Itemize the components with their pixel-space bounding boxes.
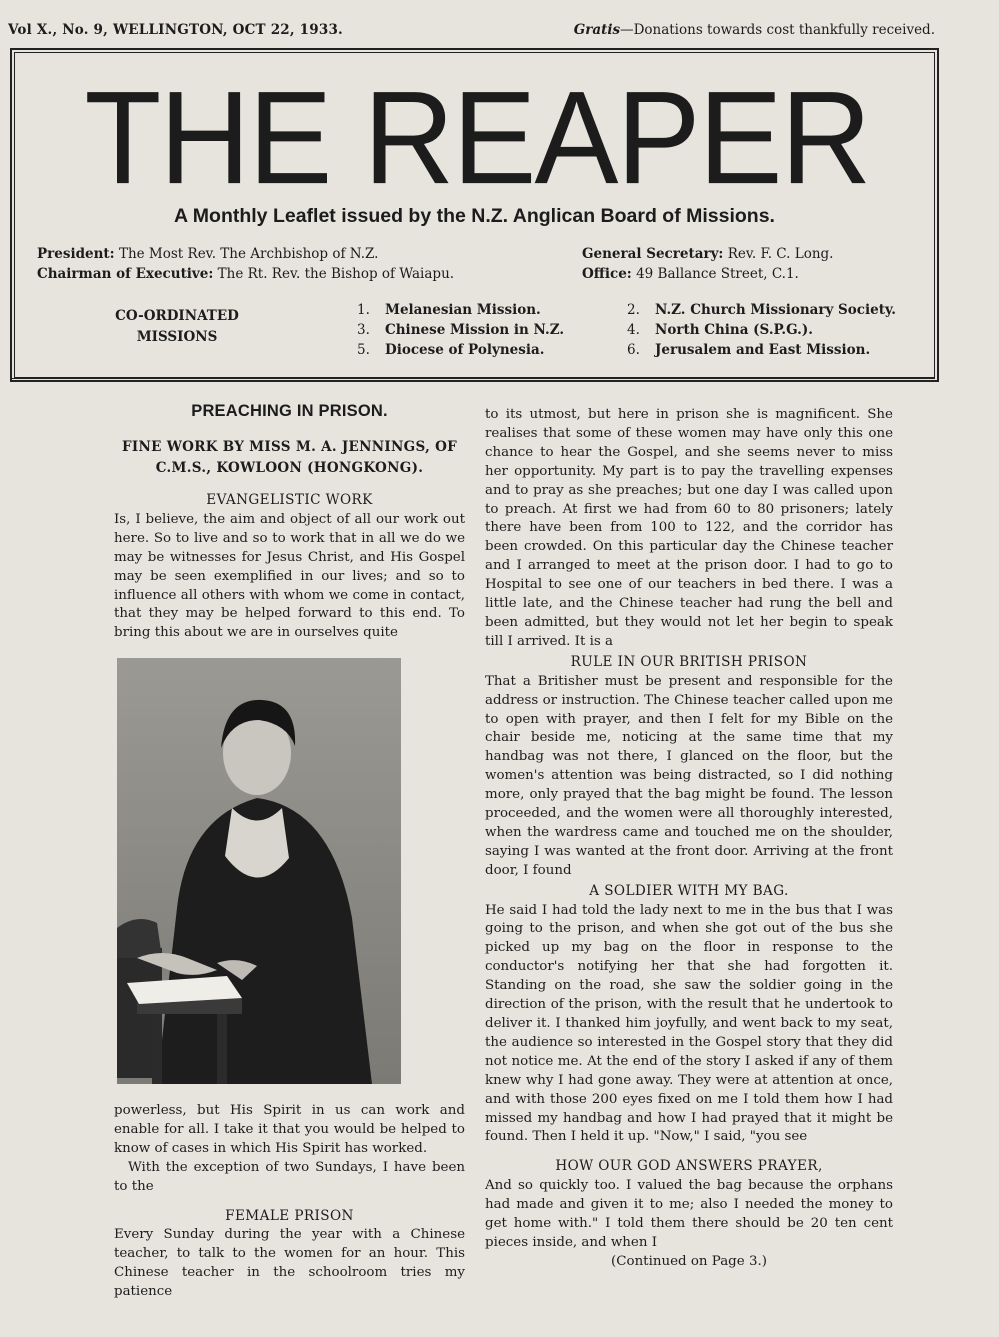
paragraph-3: With the exception of two Sundays, I have been to the bbox=[114, 1159, 465, 1194]
paragraph-6: That a Britisher must be present and responsible for the address or instruction. The Chinese teacher called upon me to open with prayer, and then I felt for my Bible on the chair beside me, noticing at the same time that my handbag was not there, I glanced on the floor, but the women's attention was being distracted, so I did nothing more, only prayed that the bag might be found. The lesson proceeded, and the women were all thoroughly interested, when the wardress came and touched me on the shoulder, saying I was wanted at the front door. Arriving at the front door, I found bbox=[485, 673, 893, 878]
gratis-word: Gratis bbox=[573, 22, 621, 38]
subheading-god-answers-prayer: HOW OUR GOD ANSWERS PRAYER, bbox=[555, 1158, 823, 1175]
coordinated-line-2: MISSIONS bbox=[136, 329, 218, 345]
left-column-top bbox=[114, 490, 465, 643]
continued-note: (Continued on Page 3.) bbox=[611, 1253, 767, 1269]
office-address: 49 Ballance Street, C.1. bbox=[636, 266, 799, 282]
coordinated-missions-label bbox=[92, 306, 262, 348]
paragraph-1: Is, I believe, the aim and object of all our work out here. So to live and so to work that in all we do we may be witnesses for Jesus Christ, and His Gospel may be seen exemplified in our lives; and so to influence all others with whom we come in contact, that they may be helped forward to this end. To bring this about we are in ourselves quite bbox=[114, 511, 465, 641]
secretary-label: General Secretary: bbox=[582, 246, 724, 262]
president-name: The Most Rev. The Archbishop of N.Z. bbox=[118, 246, 379, 262]
chairman-name: The Rt. Rev. the Bishop of Waiapu. bbox=[217, 266, 455, 282]
officers-left bbox=[37, 244, 454, 284]
officers-right bbox=[582, 244, 833, 284]
subheading-female-prison: FEMALE PRISON bbox=[225, 1207, 354, 1224]
coordinated-line-1: CO-ORDINATED bbox=[115, 308, 239, 324]
paragraph-2: powerless, but His Spirit in us can work and enable for all. I take it that you would be helped to know of cases in which His Spirit has worked. bbox=[114, 1103, 465, 1156]
byline-line-1: FINE WORK BY MISS M. A. JENNINGS, OF bbox=[121, 439, 458, 455]
missions-list-left bbox=[357, 300, 564, 360]
chairman-label: Chairman of Executive: bbox=[37, 266, 214, 282]
paragraph-7: He said I had told the lady next to me in the bus that I was going to the prison, and when she got out of the bus she picked up my bag on the floor in response to the conductor's notifying her that she had forgotten it. Standing on the road, she saw the soldier going in the direction of the prison, with the result that he undertook to deliver it. I thanked him joyfully, and went back to my seat, the audience so interested in the Gospel story that they did not notice me. At the end of the story I asked if any of them knew why I had gone away. They were at attention at once, and with those 200 eyes fixed on me I told them how I had missed my handbag and how I had prayed that it might be found. Then I held it up. "Now," I said, "you see bbox=[485, 902, 893, 1145]
gratis-rest: —Donations towards cost thankfully received. bbox=[620, 22, 935, 38]
byline-line-2: C.M.S., KOWLOON (HONGKONG). bbox=[155, 460, 424, 476]
article-headline: PREACHING IN PRISON. bbox=[191, 402, 388, 420]
paragraph-5: to its utmost, but here in prison she is magnificent. She realises that some of these women may have only this one chance to hear the Gospel, and she seems never to miss her opportunity. My part is to pay the travelling expenses and to pray as she preaches; but one day I was called upon to preach. At first we had from 60 to 80 prisoners; lately there have been from 100 to 122, and the corridor has been crowded. On this particular day the Chinese teacher and I arranged to meet at the prison door. I had to go to Hospital to see one of our teachers in bed there. I was a little late, and the Chinese teacher had rung the bell and been admitted, but they would not let her begin to speak till I arrived. It is a bbox=[485, 407, 893, 649]
newspaper-title: THE REAPER bbox=[84, 63, 870, 212]
paragraph-8: And so quickly too. I valued the bag because the orphans had made and given it to me; also I needed the money to get home with." I told them there should be 20 ten cent pieces inside, and when I bbox=[485, 1178, 893, 1250]
portrait-image bbox=[117, 658, 401, 1084]
subheading-rule-british-prison: RULE IN OUR BRITISH PRISON bbox=[570, 653, 808, 670]
secretary-name: Rev. F. C. Long. bbox=[727, 246, 834, 262]
left-column-bottom bbox=[114, 1102, 465, 1302]
mission-item: 4. North China (S.P.G.). bbox=[627, 322, 813, 338]
mission-item: 5. Diocese of Polynesia. bbox=[357, 342, 545, 358]
issue-line bbox=[8, 22, 935, 42]
masthead bbox=[10, 48, 939, 382]
president-label: President: bbox=[37, 246, 115, 262]
article-byline bbox=[114, 437, 465, 479]
gratis-note bbox=[574, 22, 935, 38]
mission-item: 1. Melanesian Mission. bbox=[357, 302, 541, 318]
paragraph-4: Every Sunday during the year with a Chinese teacher, to talk to the women for an hour. This Chinese teacher in the schoolroom tries my patience bbox=[114, 1227, 465, 1300]
missions-list-right bbox=[627, 300, 896, 360]
mission-item: 3. Chinese Mission in N.Z. bbox=[357, 322, 565, 338]
subheading-evangelistic-work: EVANGELISTIC WORK bbox=[206, 492, 373, 508]
issue-info: Vol X., No. 9, WELLINGTON, OCT 22, 1933. bbox=[8, 22, 343, 38]
office-label: Office: bbox=[582, 266, 632, 282]
masthead-bottom-rule bbox=[10, 378, 935, 381]
subheading-soldier-bag: A SOLDIER WITH MY BAG. bbox=[589, 882, 789, 899]
newspaper-subtitle: A Monthly Leaflet issued by the N.Z. Anglican Board of Missions. bbox=[174, 205, 775, 227]
mission-item: 2. N.Z. Church Missionary Society. bbox=[627, 302, 896, 318]
mission-item: 6. Jerusalem and East Mission. bbox=[627, 342, 871, 358]
portrait-photo bbox=[117, 658, 401, 1084]
right-column bbox=[485, 406, 893, 1272]
